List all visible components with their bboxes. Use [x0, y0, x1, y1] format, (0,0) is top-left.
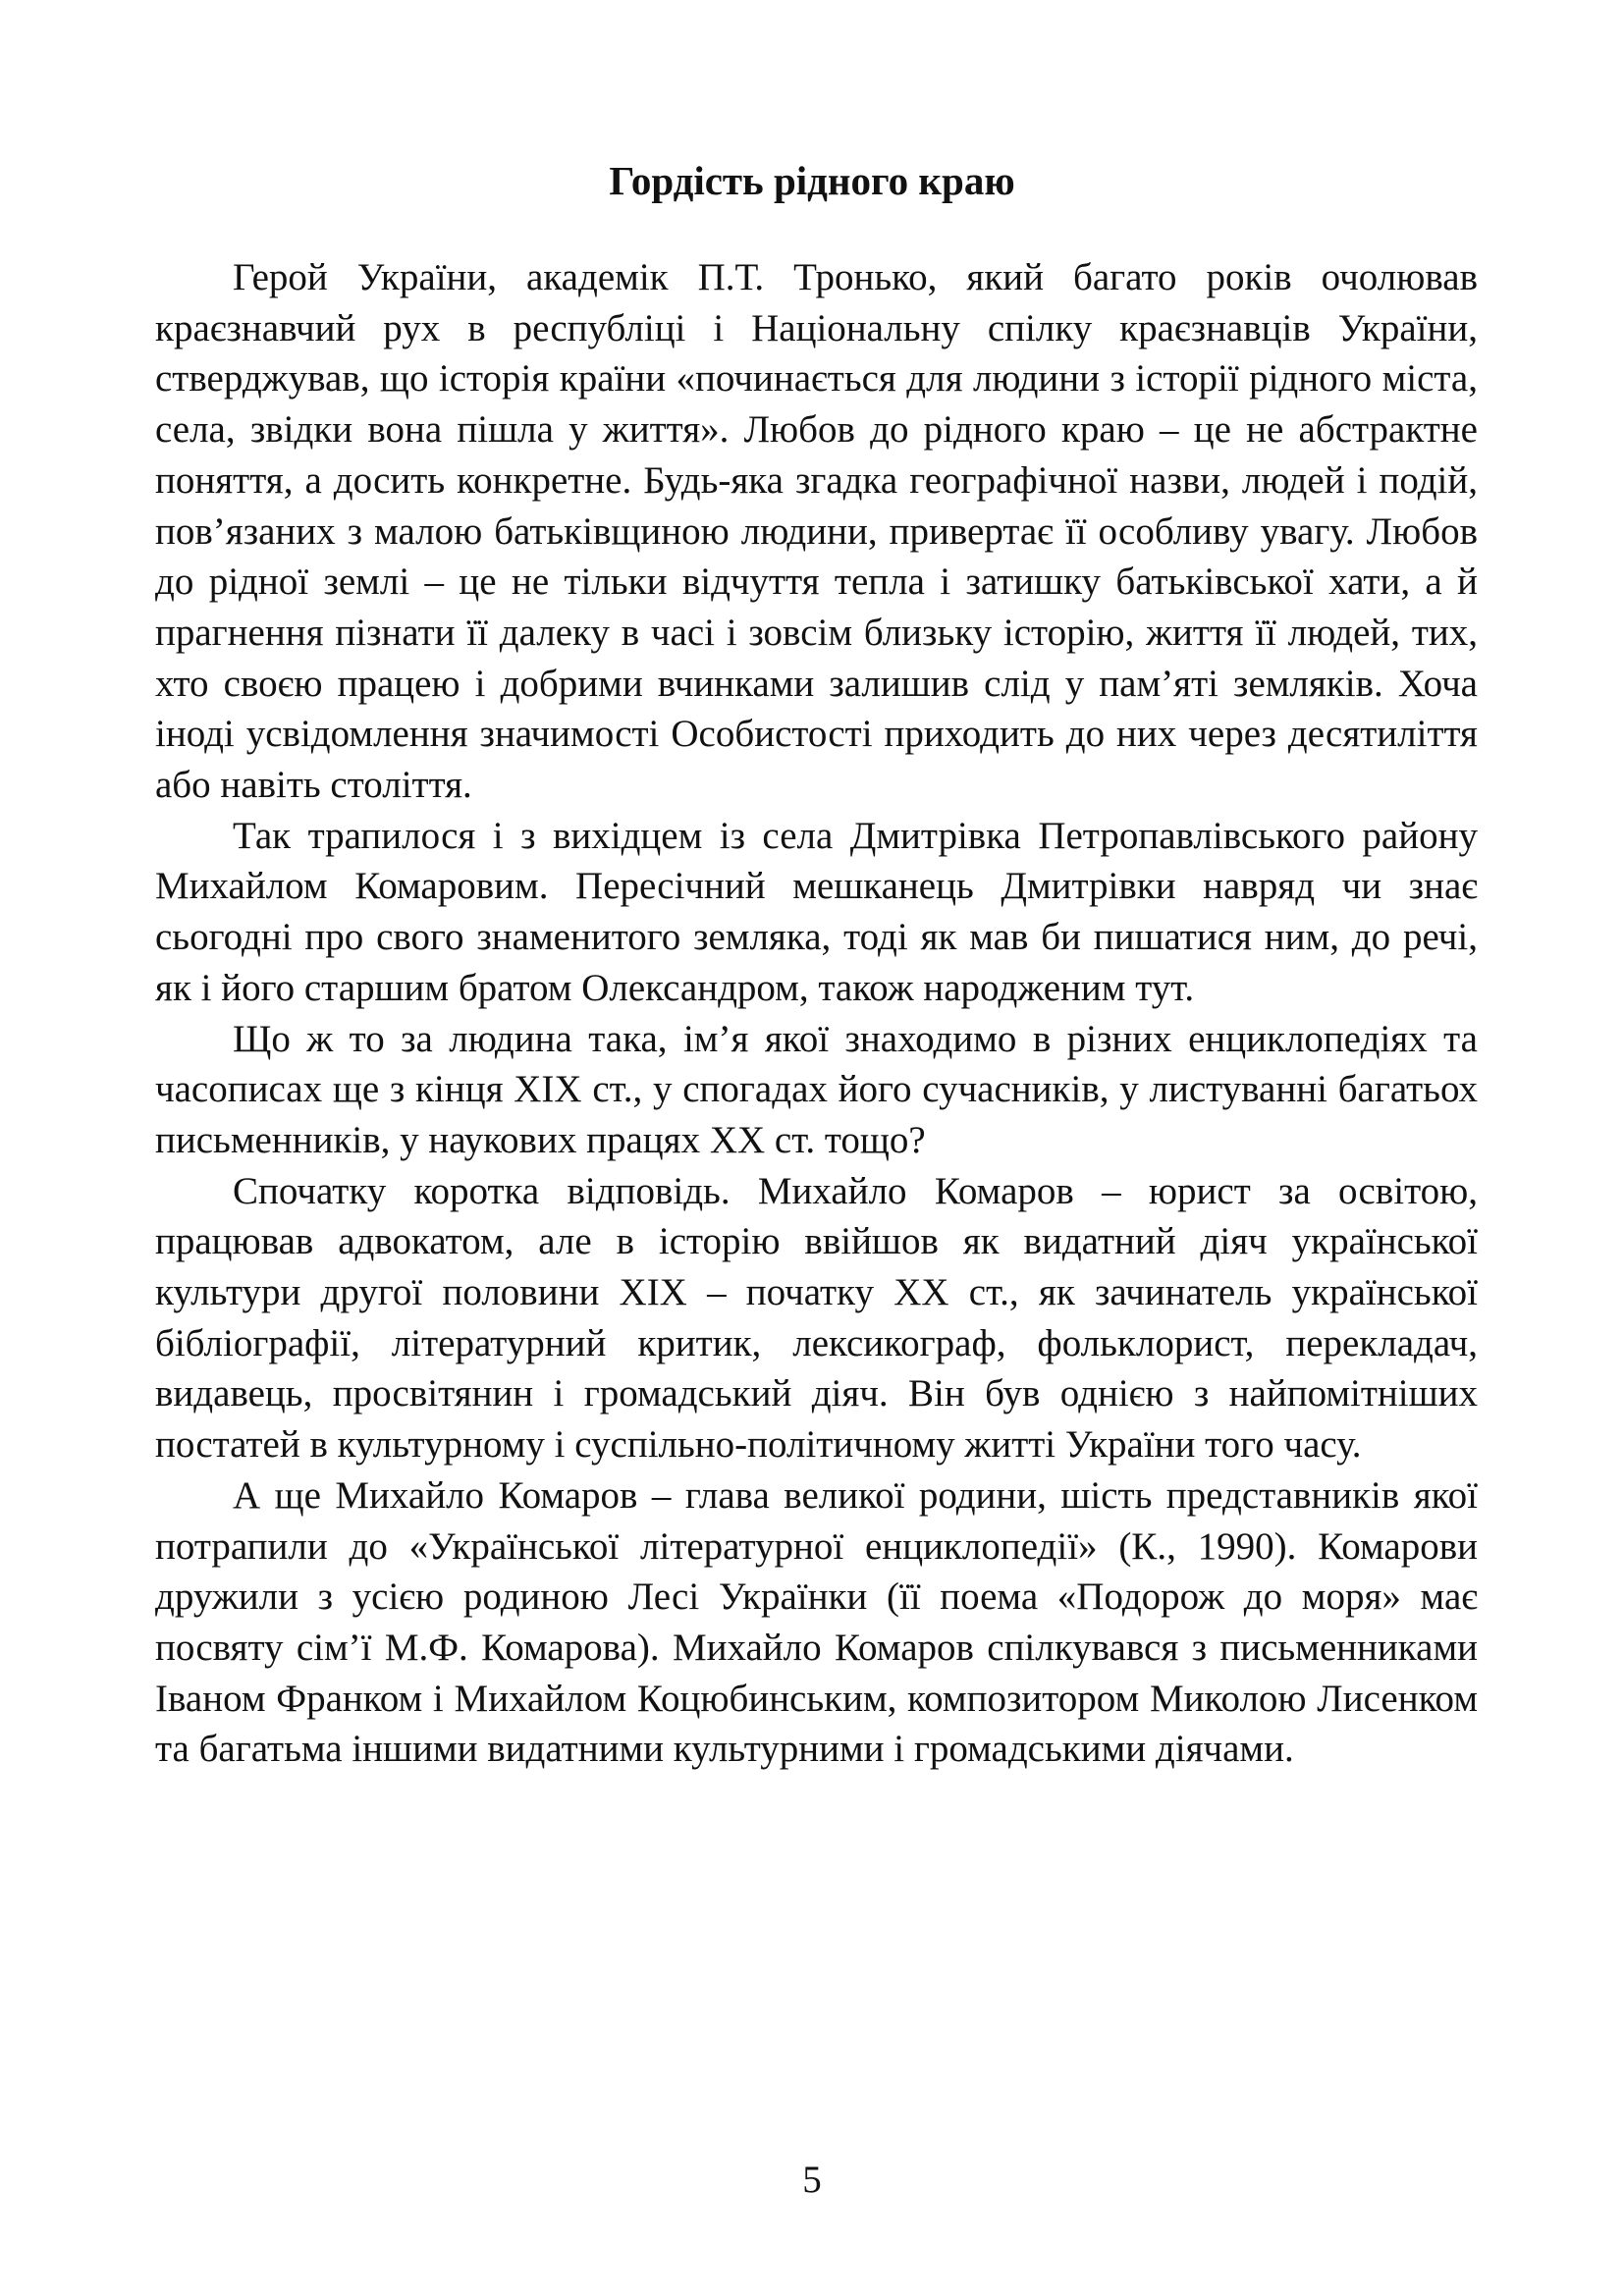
body-text [155, 252, 1478, 1775]
paragraph-4: Спочатку коротка відповідь. Михайло Комаров – юрист за освітою, працював адвокатом, але в історію ввійшов як видатний діяч української культури другої половини XIX – початку XX ст., як зачинатель української бібліографії, літературний критик, лексикограф, фольклорист, перекладач, видавець, просвітянин і громадський діяч. Він був однією з найпомітніших постатей в культурному і суспільно-політичному житті України того часу. [155, 1169, 1478, 1467]
page-number: 5 [802, 2159, 822, 2201]
paragraph-5: А ще Михайло Комаров – глава великої родини, шість представників якої потрапили до «Української літературної енциклопедії» (К., 1990). Комарови дружили з усією родиною Лесі Українки (її поема «Подорож до моря» має посвяту сім’ї М.Ф. Комарова). Михайло Комаров спілкувався з письменниками Іваном Франком і Михайлом Коцюбинським, композитором Миколою Лисенком та багатьма іншими видатними культурними і громадськими діячами. [155, 1473, 1478, 1771]
paragraph-2: Так трапилося і з вихідцем із села Дмитрівка Петропавлівського району Михайлом Комаровим. Пересічний мешканець Дмитрівки навряд чи знає сьогодні про свого знаменитого земляка, тоді як мав би пишатися ним, до речі, як і його старшим братом Олександром, також народженим тут. [155, 814, 1478, 1009]
paragraph-1: Герой України, академік П.Т. Тронько, який багато років очолював краєзнавчий рух в республіці і Національну спілку краєзнавців України, стверджував, що історія країни «починається для людини з історії рідного міста, села, звідки вона пішла у життя». Любов до рідного краю – це не абстрактне поняття, а досить конкретне. Будь-яка згадка географічної назви, людей і подій, пов’язаних з малою батьківщиною людини, привертає її особливу увагу. Любов до рідної землі – це не тільки відчуття тепла і затишку батьківської хати, а й прагнення пізнати її далеку в часі і зовсім близьку історію, життя її людей, тих, хто своєю працею і добрими вчинками залишив слід у пам’яті земляків. Хоча іноді усвідомлення значимості Особистості приходить до них через десятиліття або навіть століття. [155, 256, 1478, 807]
paragraph-3: Що ж то за людина така, ім’я якої знаходимо в різних енциклопедіях та часописах ще з кінця XIX ст., у спогадах його сучасників, у листуванні багатьох письменників, у наукових працях XX ст. тощо? [155, 1017, 1478, 1161]
page-title: Гордість рідного краю [609, 158, 1015, 203]
